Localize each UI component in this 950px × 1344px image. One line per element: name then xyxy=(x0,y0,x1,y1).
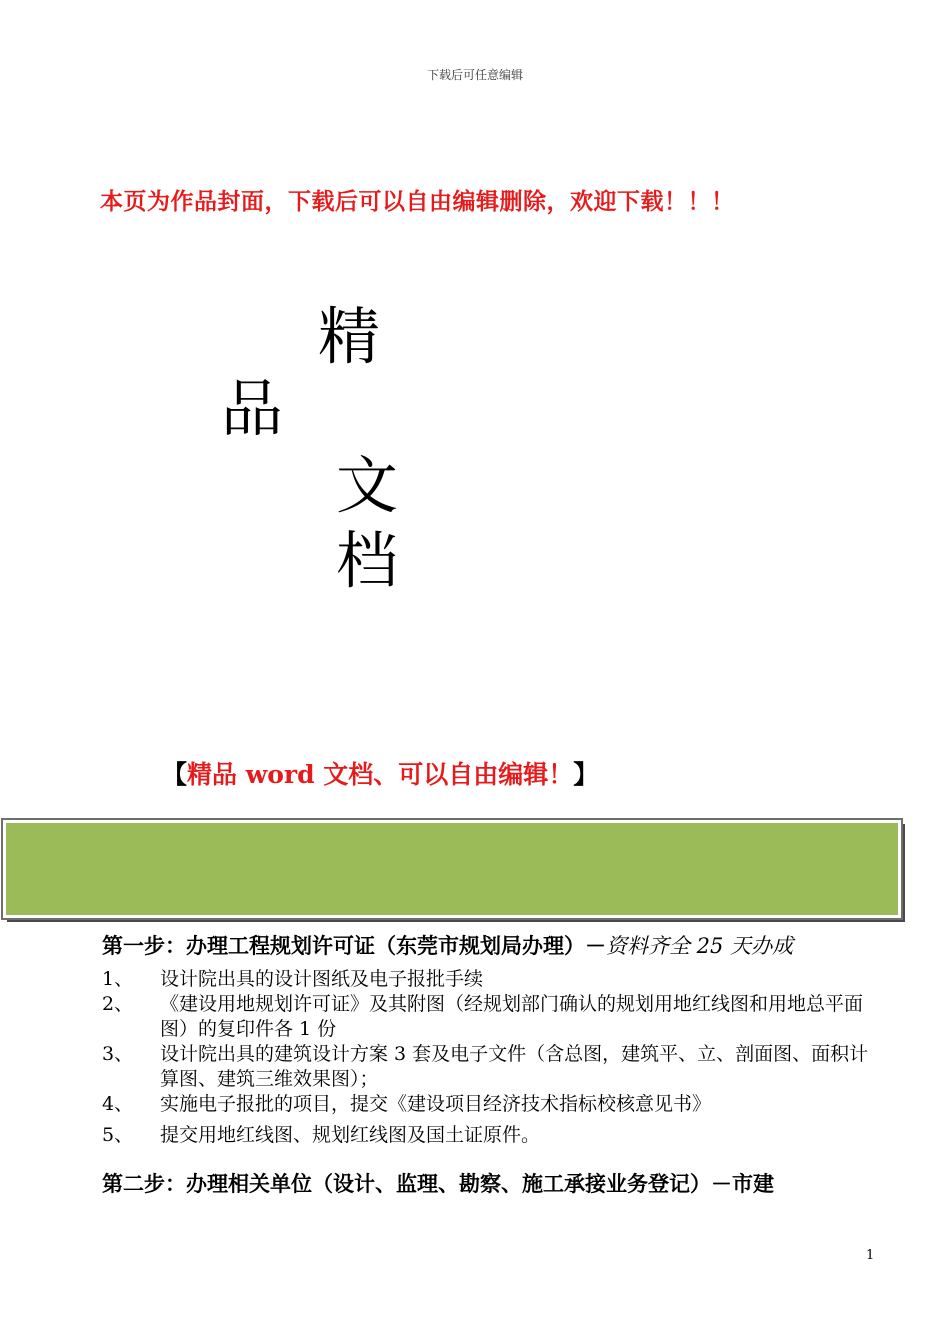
list-item-text: 《建设用地规划许可证》及其附图（经规划部门确认的规划用地红线图和用地总平面图）的复印件各 1 份 xyxy=(160,993,864,1040)
list-item xyxy=(102,992,882,1042)
list-item xyxy=(102,1123,882,1148)
step-two-heading: 第二步：办理相关单位（设计、监理、勘察、施工承接业务登记）－市建 xyxy=(102,1171,774,1196)
close-bracket: 】 xyxy=(573,760,599,789)
title-char-dang: 档 xyxy=(336,524,399,597)
editable-word-doc-line xyxy=(162,755,598,791)
page-header: 下载后可任意编辑 xyxy=(426,68,523,82)
list-item xyxy=(102,967,882,992)
title-char-jing: 精 xyxy=(318,300,381,373)
list-item-text: 设计院出具的设计图纸及电子报批手续 xyxy=(160,968,484,990)
step-one-note: 资料齐全 25 天办成 xyxy=(606,934,794,958)
list-item-text: 设计院出具的建筑设计方案 3 套及电子文件（含总图，建筑平、立、剖面图、面积计算图、建筑三维效果图）； xyxy=(160,1043,869,1090)
list-item-number: 1、 xyxy=(102,968,134,990)
open-bracket: 【 xyxy=(162,760,188,789)
cover-notice: 本页为作品封面，下载后可以自由编辑删除，欢迎下载！！！ xyxy=(100,188,735,215)
page-number: 1 xyxy=(866,1248,875,1263)
title-char-wen: 文 xyxy=(336,449,399,522)
requirements-list xyxy=(102,967,882,1148)
step-one-title: 第一步：办理工程规划许可证（东莞市规划局办理）－ xyxy=(102,933,606,958)
list-item-number: 2、 xyxy=(102,993,134,1015)
list-item-number: 3、 xyxy=(102,1043,134,1065)
green-banner xyxy=(3,820,901,918)
step-one-heading xyxy=(102,930,793,960)
list-item-number: 5、 xyxy=(102,1124,134,1146)
list-item-text: 提交用地红线图、规划红线图及国土证原件。 xyxy=(160,1124,541,1146)
list-item xyxy=(102,1042,882,1092)
title-char-pin: 品 xyxy=(221,372,284,445)
list-item-number: 4、 xyxy=(102,1093,134,1115)
list-item-text: 实施电子报批的项目，提交《建设项目经济技术指标校核意见书》 xyxy=(160,1093,712,1115)
word-line-text: 精品 word 文档、可以自由编辑！ xyxy=(187,760,574,789)
list-item xyxy=(102,1092,882,1117)
